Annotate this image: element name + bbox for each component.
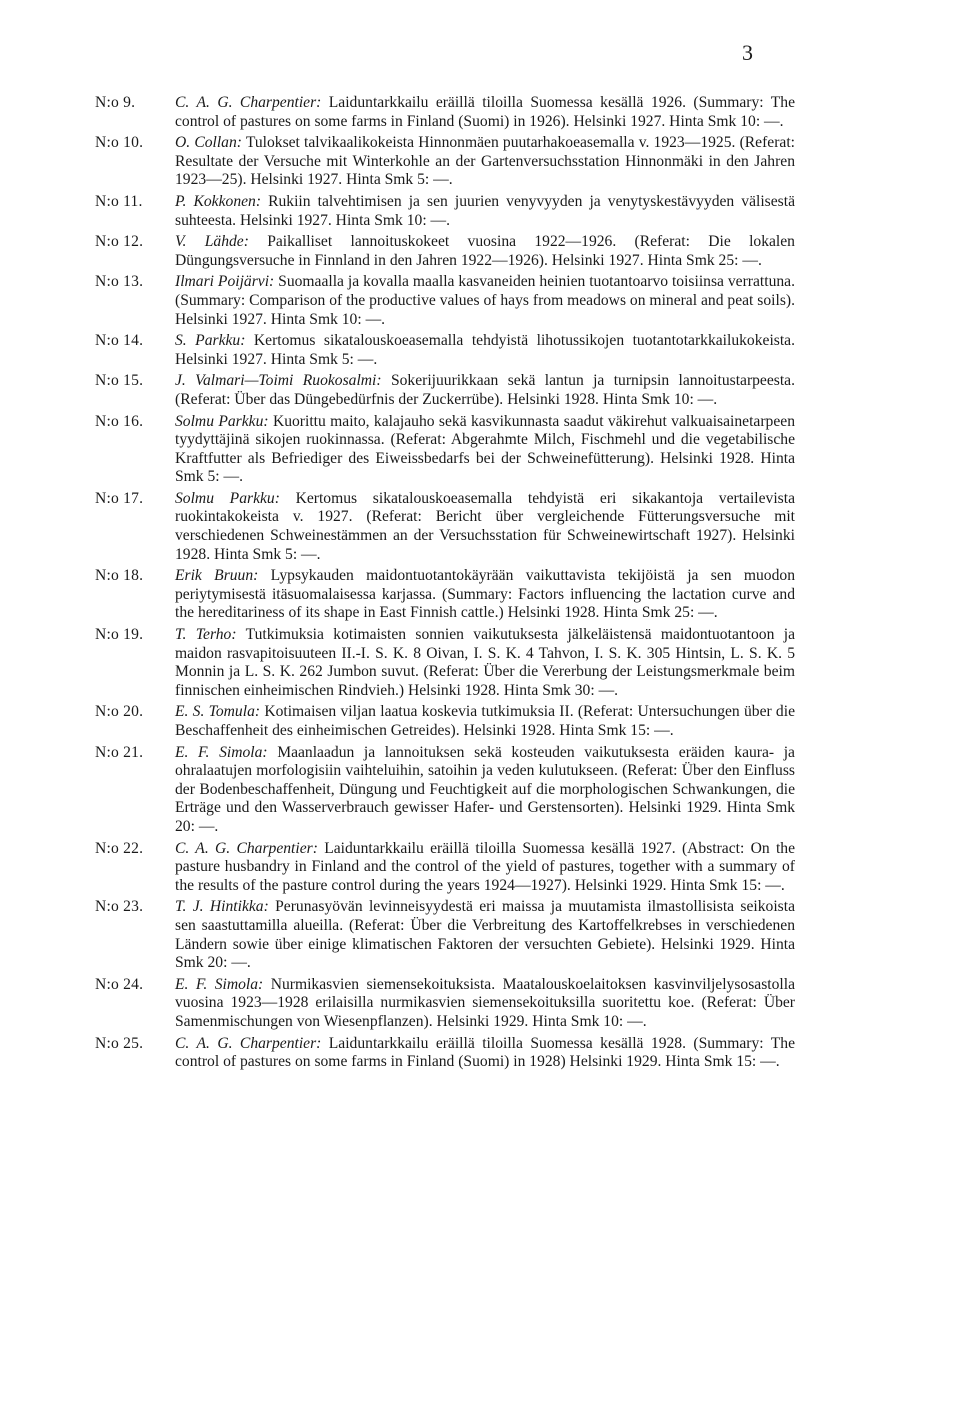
entry-author: S. Parkku:: [175, 332, 246, 350]
entry-author: V. Lähde:: [175, 233, 249, 251]
entry-text: [175, 626, 795, 700]
entry-number: N:o 18.: [95, 567, 144, 585]
entry-author: Solmu Parkku:: [175, 412, 269, 430]
page-number: 3: [742, 40, 753, 65]
entry-9: [95, 94, 795, 131]
entry-text: [175, 134, 795, 190]
entry-title: Kertomus sikatalouskoeasemalla tehdyistä lihotussikojen tuotantotarkkailukokeista. Helsinki 1927. Hinta Smk 5: —.: [175, 332, 795, 368]
entry-title: Laiduntarkkailu eräillä tiloilla Suomessa kesällä 1926. (Summary: The control of pastures on some farms in Finland (Suomi) in 1926). Helsinki 1927. Hinta Smk 10: —.: [175, 94, 795, 130]
entry-14: [95, 332, 795, 369]
entry-title: Laiduntarkkailu eräillä tiloilla Suomessa kesällä 1927. (Abstract: On the pasture husbandry in Finland and the control of the yield of pastures, together with a summary of the results of the pasture control during the years 1924—1927). Helsinki 1929. Hinta Smk 15: —.: [175, 839, 795, 894]
entry-24: [95, 976, 795, 1032]
entry-author: E. F. Simola:: [175, 975, 264, 993]
entry-10: [95, 134, 795, 190]
entry-author: O. Collan:: [175, 134, 242, 152]
entry-11: [95, 193, 795, 230]
entry-title: Kertomus sikatalouskoeasemalla tehdyistä eri sikakantoja vertailevista ruokintakokeista v. 1927. (Referat: Bericht über vergleichende Fütterungsversuche mit verschiedenen Schweinestämmen an der Versuchsstation für Schweinewirtschaft 1927). Helsinki 1928. Hinta Smk 5: —.: [175, 489, 795, 563]
entry-author: E. F. Simola:: [175, 743, 268, 761]
entry-25: [95, 1035, 795, 1072]
entry-title: Perunasyövän levinneisyydestä eri maissa ja muutamista ilmastollisista seikoista sen saastuttamilla alueilla. (Referat: Über die Verbreitung des Kartoffelkrebses in verschiedenen Ländern sowie über einige klimatischen Faktoren der versuchten Gebiete). Helsinki 1929. Hinta Smk 20: —.: [175, 898, 795, 972]
entry-12: [95, 233, 795, 270]
entry-author: E. S. Tomula:: [175, 703, 261, 721]
entry-text: [175, 490, 795, 564]
entry-author: P. Kokkonen:: [175, 192, 262, 210]
entry-text: [175, 703, 795, 740]
entry-title: Paikalliset lannoituskokeet vuosina 1922—1926. (Referat: Die lokalen Düngungsversuche in Finnland in den Jahren 1922—1926). Helsinki 1927. Hinta Smk 25: —.: [175, 233, 795, 269]
entry-author: Ilmari Poijärvi:: [175, 273, 275, 291]
entry-title: Kuorittu maito, kalajauho sekä kasvikunnasta saadut väkirehut valkuaisainetarpeen tyydyttäjinä sikojen ruokinnassa. (Referat: Abgerahmte Milch, Fischmehl und die vegetabilische Kraftfutter als Befriediger des Eiweissbedarfs bei der Schweinefütterung). Helsinki 1928. Hinta Smk 5: —.: [175, 412, 795, 486]
entry-number: N:o 16.: [95, 412, 144, 430]
entry-text: [175, 976, 795, 1032]
entry-number: N:o 24.: [95, 975, 144, 993]
entry-title: Maanlaadun ja lannoituksen sekä kosteuden vaikutuksesta eräiden kaura- ja ohralaatujen morfologisiin vaihteluihin, satoihin ja veden kulutukseen. (Referat: Über den Einfluss der Bodenbeschaffenheit, Düngung und Feuchtigkeit auf die morphologischen Schwankungen, die Erträge und den Wasserverbrauch gewisser Hafer- und Gerstensorten). Helsinki 1929. Hinta Smk 20: —.: [175, 743, 795, 835]
entry-text: [175, 233, 795, 270]
entry-text: [175, 898, 795, 972]
entry-title: Tutkimuksia kotimaisten sonnien vaikutuksesta jälkeläistensä maidontuotantoon ja maidon rasvapitoisuuteen II.-I. S. K. 8 Oivan, I. S. K. 4 Tahvon, I. S. K. 305 Hintsin, L. S. K. 5 Monnin ja L. S. K. 262 Jumbon suvut. (Referat: Über die Vererbung der Leistungsmerkmale beim finnischen einheimischen Rindvieh.) Helsinki 1928. Hinta Smk 30: —.: [175, 626, 796, 699]
entry-15: [95, 372, 795, 409]
entry-number: N:o 25.: [95, 1034, 144, 1052]
entry-number: N:o 15.: [95, 372, 144, 390]
entry-author: C. A. G. Charpentier:: [175, 1034, 322, 1052]
entry-text: [175, 193, 795, 230]
entry-20: [95, 703, 795, 740]
entry-number: N:o 17.: [95, 489, 144, 507]
entry-number: N:o 13.: [95, 273, 144, 291]
entry-title: Suomaalla ja kovalla maalla kasvaneiden heinien tuotantoarvo toisiinsa verrattuna. (Summary: Comparison of the productive values of hays from meadows on mineral and peat soils). Helsinki 1927. Hinta Smk 10: —.: [175, 273, 795, 328]
entry-text: [175, 567, 795, 623]
entry-title: Rukiin talvehtimisen ja sen juurien venyvyyden ja venytyskestävyyden välisestä suhteesta. Helsinki 1927. Hinta Smk 10: —.: [175, 192, 795, 229]
entry-text: [175, 840, 795, 896]
entry-21: [95, 744, 795, 837]
entry-list: [95, 94, 795, 1075]
entry-title: Nurmikasvien siemensekoituksista. Maatalouskoelaitoksen kasvinviljelysosastolla vuosina 1923—1928 erilaisilla nurmikasvien siemensekoituksilla suoritettu koe. (Referat: Über Samenmischungen von Wiesenpflanzen). Helsinki 1929. Hinta Smk 10: —.: [175, 975, 795, 1030]
entry-text: [175, 94, 795, 131]
entry-text: [175, 332, 795, 369]
entry-text: [175, 273, 795, 329]
entry-number: N:o 12.: [95, 233, 144, 251]
entry-text: [175, 413, 795, 487]
entry-number: N:o 22.: [95, 839, 144, 857]
entry-18: [95, 567, 795, 623]
entry-number: N:o 10.: [95, 134, 144, 152]
entry-number: N:o 19.: [95, 626, 144, 644]
entry-text: [175, 744, 795, 837]
entry-author: C. A. G. Charpentier:: [175, 94, 322, 111]
entry-number: N:o 20.: [95, 703, 144, 721]
entry-13: [95, 273, 795, 329]
entry-author: Solmu Parkku:: [175, 489, 280, 507]
entry-title: Laiduntarkkailu eräillä tiloilla Suomessa kesällä 1928. (Summary: The control of pastures on some farms in Finland (Suomi) in 1928) Helsinki 1929. Hinta Smk 15: —.: [175, 1034, 795, 1071]
entry-number: N:o 14.: [95, 332, 144, 350]
entry-number: N:o 23.: [95, 898, 144, 916]
entry-author: C. A. G. Charpentier:: [175, 839, 318, 857]
entry-title: Tulokset talvikaalikokeista Hinnonmäen puutarhakoeasemalla v. 1923—1925. (Referat: Resultate der Versuche mit Winterkohle an der Gartenversuchsstation Hinnonmäki in den Jahren 1923—25). Helsinki 1927. Hinta Smk 5: —.: [175, 134, 795, 189]
entry-number: N:o 11.: [95, 192, 143, 210]
entry-title: Lypsykauden maidontuotantokäyrään vaikuttavista tekijöistä ja sen muodon periytymisestä itäsuomalaisessa karjassa. (Summary: Factors influencing the lactation curve and the hereditariness of its shape in East Finnish cattle.) Helsinki 1928. Hinta Smk 25: —.: [175, 567, 795, 622]
entry-text: [175, 372, 795, 409]
entry-author: T. Terho:: [175, 626, 237, 644]
entry-author: Erik Bruun:: [175, 567, 259, 585]
entry-22: [95, 840, 795, 896]
entry-17: [95, 490, 795, 564]
entry-author: J. Valmari—Toimi Ruokosalmi:: [175, 372, 382, 390]
entry-number: N:o 9.: [95, 94, 136, 111]
entry-23: [95, 898, 795, 972]
entry-title: Sokerijuurikkaan sekä lantun ja turnipsin lannoitustarpeesta. (Referat: Über das Düngebedürfnis der Zuckerrübe). Helsinki 1928. Hinta Smk 10: —.: [175, 372, 795, 408]
entry-author: T. J. Hintikka:: [175, 898, 269, 916]
entry-text: [175, 1035, 795, 1072]
entry-19: [95, 626, 795, 700]
entry-title: Kotimaisen viljan laatua koskevia tutkimuksia II. (Referat: Untersuchungen über die Beschaffenheit des einheimischen Getreides). Helsinki 1928. Hinta Smk 15: —.: [175, 703, 795, 739]
entry-16: [95, 413, 795, 487]
entry-number: N:o 21.: [95, 743, 144, 761]
